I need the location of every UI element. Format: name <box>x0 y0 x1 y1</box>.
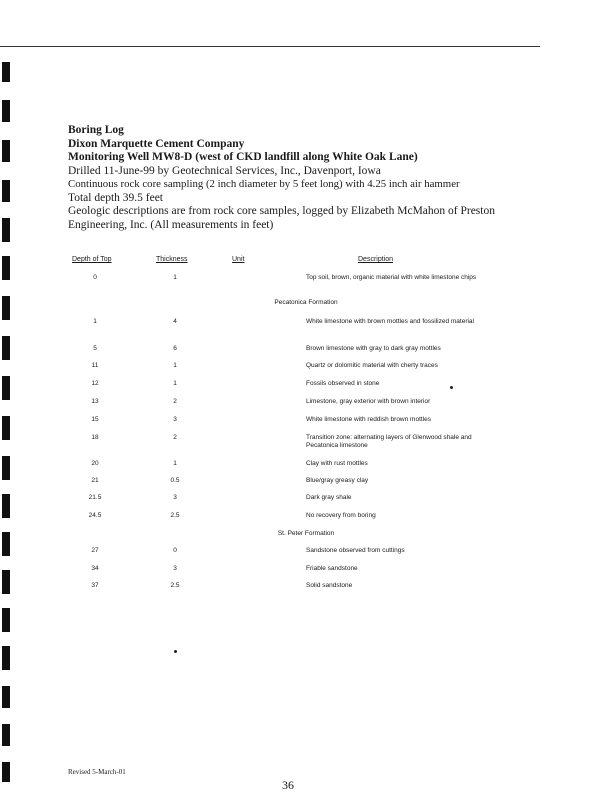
thickness-cell: 3 <box>173 565 177 572</box>
binder-hole-mark <box>2 376 10 400</box>
revision-note: Revised 5-March-01 <box>68 768 126 776</box>
description-cell: White limestone with brown mottles and fossilized material <box>306 318 474 325</box>
depth-cell: 5 <box>93 345 97 352</box>
page-number: 36 <box>282 778 294 792</box>
depth-cell: 20 <box>91 460 99 467</box>
depth-cell: 37 <box>91 582 99 589</box>
thickness-cell: 0.5 <box>170 477 180 484</box>
descriptions-note: Geologic descriptions are from rock core samples, logged by Elizabeth McMahon of Preston Engineering, Inc. (All measurements in feet) <box>68 205 495 231</box>
formation-label: Pecatonica Formation <box>274 299 338 306</box>
binder-hole-mark <box>2 456 10 480</box>
binder-hole-mark <box>2 762 10 782</box>
thickness-cell: 1 <box>173 380 177 387</box>
column-depth: Depth of Top <box>72 256 112 263</box>
thickness-cell: 4 <box>173 318 177 325</box>
top-rule <box>0 46 540 47</box>
thickness-cell: 1 <box>173 274 177 281</box>
thickness-cell: 3 <box>173 494 177 501</box>
scan-speck <box>174 650 177 653</box>
thickness-cell: 0 <box>173 547 177 554</box>
depth-cell: 21 <box>91 477 99 484</box>
description-cell: Solid sandstone <box>306 582 353 589</box>
column-unit: Unit <box>232 256 245 263</box>
description-cell: Dark gray shale <box>306 494 352 501</box>
depth-cell: 21.5 <box>88 494 102 501</box>
document-title: Boring Log <box>68 124 124 136</box>
binder-hole-mark <box>2 218 10 242</box>
description-cell: Friable sandstone <box>306 565 358 572</box>
depth-cell: 12 <box>91 380 99 387</box>
binder-hole-mark <box>2 570 10 594</box>
depth-cell: 15 <box>91 416 99 423</box>
description-cell: White limestone with reddish brown mottles <box>306 416 431 423</box>
formation-label: St. Peter Formation <box>277 530 335 537</box>
thickness-cell: 1 <box>173 362 177 369</box>
binder-hole-mark <box>2 180 10 202</box>
description-cell: Clay with rust mottles <box>306 460 368 467</box>
description-cell: Sandstone observed from cuttings <box>306 547 405 554</box>
drilled-info: Drilled 11-June-99 by Geotechnical Services, Inc., Davenport, Iowa <box>68 164 381 177</box>
boring-log-header <box>68 124 548 232</box>
description-cell: No recovery from boring <box>306 512 376 519</box>
well-name: Monitoring Well MW8-D (west of CKD landfill along White Oak Lane) <box>68 151 418 163</box>
column-description: Description <box>358 256 394 263</box>
description-cell: Brown limestone with gray to dark gray mottles <box>306 345 441 352</box>
table-header <box>0 256 612 268</box>
thickness-cell: 2.5 <box>170 582 180 589</box>
description-cell: Fossils observed in stone <box>306 380 380 387</box>
depth-cell: 1 <box>93 318 97 325</box>
binder-hole-mark <box>2 608 10 632</box>
description-cell: Limestone, gray exterior with brown interior <box>306 398 431 405</box>
binder-hole-mark <box>2 100 10 122</box>
description-cell: Blue/gray greasy clay <box>306 477 369 484</box>
depth-cell: 11 <box>91 362 99 369</box>
thickness-cell: 2.5 <box>170 512 180 519</box>
depth-cell: 27 <box>91 547 99 554</box>
binder-hole-mark <box>2 646 10 670</box>
description-cell: Top soil, brown, organic material with white limestone chips <box>306 274 477 281</box>
column-thickness: Thickness <box>156 256 188 263</box>
binder-hole-mark <box>2 724 10 746</box>
thickness-cell: 1 <box>173 460 177 467</box>
depth-cell: 34 <box>91 565 99 572</box>
sampling-info: Continuous rock core sampling (2 inch diameter by 5 feet long) with 4.25 inch air hammer <box>68 178 460 190</box>
binder-hole-mark <box>2 336 10 360</box>
binder-hole-mark <box>2 494 10 518</box>
binder-hole-mark <box>2 686 10 708</box>
binder-hole-mark <box>2 62 10 82</box>
scan-speck <box>450 386 453 389</box>
company-name: Dixon Marquette Cement Company <box>68 137 245 150</box>
description-cell: Transition zone: alternating layers of Glenwood shale and Pecatonica limestone <box>306 434 472 449</box>
description-cell: Quartz or dolomitic material with cherty traces <box>306 362 438 369</box>
total-depth: Total depth 39.5 feet <box>68 191 163 204</box>
depth-cell: 24.5 <box>88 512 102 519</box>
depth-cell: 18 <box>91 434 99 441</box>
binder-hole-mark <box>2 416 10 440</box>
depth-cell: 0 <box>93 274 97 281</box>
thickness-cell: 6 <box>173 345 177 352</box>
depth-cell: 13 <box>91 398 99 405</box>
binder-hole-mark <box>2 140 10 162</box>
thickness-cell: 2 <box>173 434 177 441</box>
thickness-cell: 3 <box>173 416 177 423</box>
thickness-cell: 2 <box>173 398 177 405</box>
